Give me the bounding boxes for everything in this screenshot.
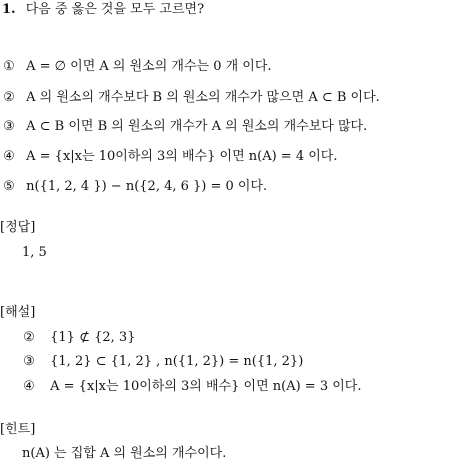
- answer-value: 1, 5: [22, 245, 47, 260]
- explanation-item-2-marker: ③: [23, 354, 35, 369]
- option-4-marker: ④: [3, 149, 15, 164]
- explanation-item-1: [22, 331, 135, 344]
- option-3-text: A ⊂ B 이면 B 의 원소의 개수가 A 의 원소의 개수보다 많다.: [26, 119, 368, 134]
- explanation-item-2-text: {1, 2} ⊂ {1, 2} , n({1, 2}) = n({1, 2}): [50, 354, 304, 369]
- option-5[interactable]: [2, 180, 267, 193]
- option-1-text: A = ∅ 이면 A 의 원소의 개수는 0 개 이다.: [26, 59, 272, 74]
- question-header: [2, 3, 204, 16]
- option-4[interactable]: [2, 150, 337, 163]
- explanation-item-1-marker: ②: [23, 330, 35, 345]
- option-5-marker: ⑤: [3, 179, 15, 194]
- explanation-item-3-marker: ④: [23, 379, 35, 394]
- option-1[interactable]: [2, 60, 272, 73]
- explanation-item-3: [22, 380, 361, 393]
- option-2-text: A 의 원소의 개수보다 B 의 원소의 개수가 많으면 A ⊂ B 이다.: [26, 90, 380, 105]
- option-3-marker: ③: [3, 119, 15, 134]
- explanation-item-3-text: A = {x|x는 10이하의 3의 배수} 이면 n(A) = 3 이다.: [50, 379, 362, 394]
- explanation-label: [해설]: [0, 305, 36, 320]
- option-2[interactable]: [2, 91, 380, 104]
- hint-label: [힌트]: [0, 422, 36, 437]
- option-4-text: A = {x|x는 10이하의 3의 배수} 이면 n(A) = 4 이다.: [26, 149, 338, 164]
- option-3[interactable]: [2, 120, 367, 133]
- question-number: 1.: [2, 2, 16, 17]
- answer-label: [정답]: [0, 220, 36, 235]
- option-1-marker: ①: [3, 59, 15, 74]
- option-5-text: n({1, 2, 4 }) − n({2, 4, 6 }) = 0 이다.: [26, 179, 268, 194]
- option-2-marker: ②: [3, 90, 15, 105]
- explanation-item-2: [22, 355, 303, 368]
- hint-text: n(A) 는 집합 A 의 원소의 개수이다.: [22, 446, 227, 461]
- question-text: 다음 중 옳은 것을 모두 고르면?: [25, 2, 205, 17]
- explanation-item-1-text: {1} ⊄ {2, 3}: [50, 330, 136, 345]
